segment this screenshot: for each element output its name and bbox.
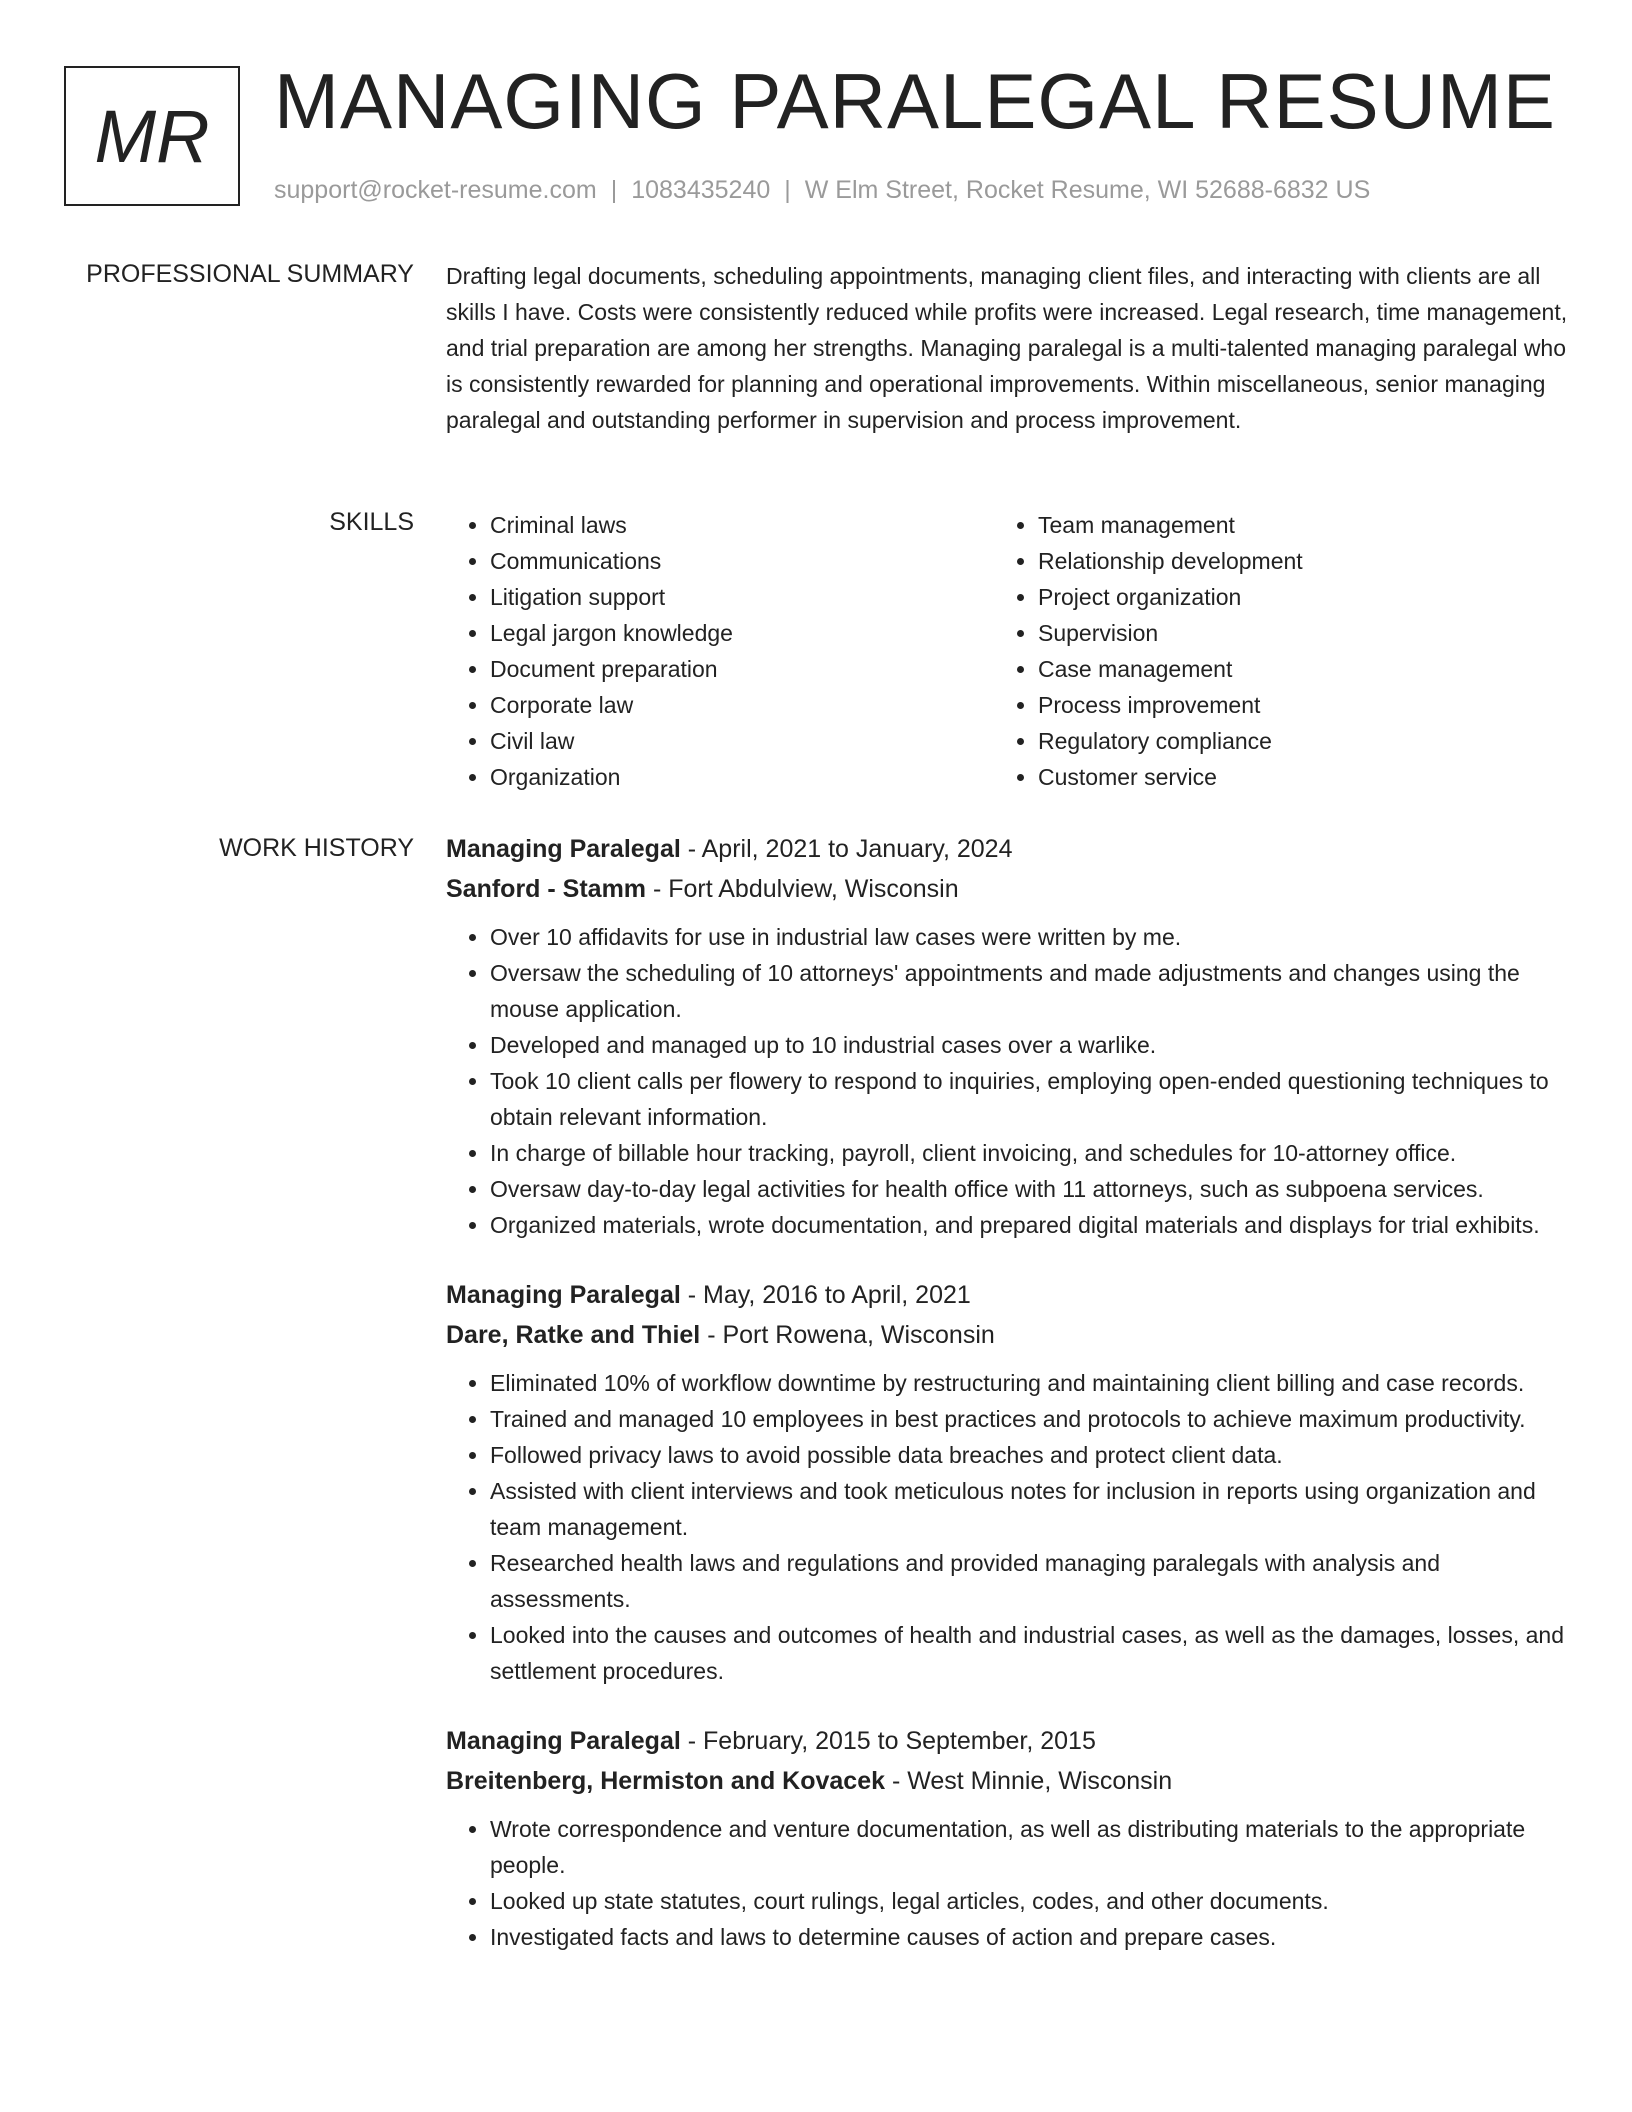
job-location: - West Minnie, Wisconsin <box>885 1767 1173 1795</box>
job-bullet: • Took 10 client calls per flowery to respond to inquiries, employing open-ended questioning techniques to obtain relevant information. <box>490 1063 1570 1135</box>
skill-item: • Litigation support <box>490 579 994 615</box>
skill-item: • Document preparation <box>490 651 994 687</box>
skill-item: • Legal jargon knowledge <box>490 615 994 651</box>
resume-title: MANAGING PARALEGAL RESUME <box>274 57 1556 145</box>
job-title: Managing Paralegal <box>446 1727 681 1755</box>
job-title: Managing Paralegal <box>446 1281 681 1309</box>
contact-line <box>274 176 1370 205</box>
job-entry <box>446 1275 1570 1689</box>
job-location: - Fort Abdulview, Wisconsin <box>646 875 959 903</box>
skills-grid <box>446 507 1570 795</box>
skill-item: • Civil law <box>490 723 994 759</box>
contact-separator: | <box>784 176 791 204</box>
summary-section <box>446 258 1570 438</box>
summary-text: Drafting legal documents, scheduling appointments, managing client files, and interacting with clients are all skills I have. Costs were consistently reduced while profits were increased. Legal research, time management, and trial preparation are among her strengths. Managing paralegal is a multi-talented managing paralegal who is consistently rewarded for planning and operational improvements. Within miscellaneous, senior managing paralegal and outstanding performer in supervision and process improvement. <box>446 263 1568 433</box>
job-company-line <box>446 1315 1570 1355</box>
skill-item: • Case management <box>1038 651 1303 687</box>
job-bullet: • Oversaw the scheduling of 10 attorneys' appointments and made adjustments and changes using the mouse application. <box>490 955 1570 1027</box>
skill-item: • Project organization <box>1038 579 1303 615</box>
skill-item: • Organization <box>490 759 994 795</box>
job-bullet: • Looked up state statutes, court rulings, legal articles, codes, and other documents. <box>490 1883 1570 1919</box>
job-bullet: • Researched health laws and regulations and provided managing paralegals with analysis and assessments. <box>490 1545 1570 1617</box>
job-location: - Port Rowena, Wisconsin <box>700 1321 995 1349</box>
skill-item: • Regulatory compliance <box>1038 723 1303 759</box>
job-dates: - April, 2021 to January, 2024 <box>680 835 1013 863</box>
skills-list-right <box>994 507 1303 795</box>
job-bullet: • Trained and managed 10 employees in best practices and protocols to achieve maximum productivity. <box>490 1401 1570 1437</box>
contact-address: W Elm Street, Rocket Resume, WI 52688-6832 US <box>804 176 1371 204</box>
job-bullet: • Investigated facts and laws to determine causes of action and prepare cases. <box>490 1919 1570 1955</box>
job-bullet: • Oversaw day-to-day legal activities for health office with 11 attorneys, such as subpoena services. <box>490 1171 1570 1207</box>
job-company: Breitenberg, Hermiston and Kovacek <box>446 1767 886 1795</box>
job-company-line <box>446 1761 1570 1801</box>
job-title-line <box>446 1275 1570 1315</box>
summary-heading: PROFESSIONAL SUMMARY <box>86 260 414 288</box>
skill-item: • Customer service <box>1038 759 1303 795</box>
job-title-line <box>446 1721 1570 1761</box>
job-entry <box>446 1721 1570 1955</box>
job-company: Sanford - Stamm <box>446 875 647 903</box>
job-bullets <box>446 1365 1570 1689</box>
job-bullet: • Organized materials, wrote documentation, and prepared digital materials and displays for trial exhibits. <box>490 1207 1570 1243</box>
contact-phone: 1083435240 <box>631 176 771 204</box>
contact-email: support@rocket-resume.com <box>274 176 597 204</box>
job-company: Dare, Ratke and Thiel <box>446 1321 701 1349</box>
job-bullet: • Wrote correspondence and venture documentation, as well as distributing materials to the appropriate people. <box>490 1811 1570 1883</box>
skill-item: • Supervision <box>1038 615 1303 651</box>
job-bullet: • Over 10 affidavits for use in industrial law cases were written by me. <box>490 919 1570 955</box>
skill-item: • Team management <box>1038 507 1303 543</box>
job-bullets <box>446 1811 1570 1955</box>
job-bullet: • Looked into the causes and outcomes of health and industrial cases, as well as the damages, losses, and settlement procedures. <box>490 1617 1570 1689</box>
skill-item: • Criminal laws <box>490 507 994 543</box>
skills-section <box>446 507 1570 795</box>
job-dates: - February, 2015 to September, 2015 <box>680 1727 1096 1755</box>
skill-item: • Corporate law <box>490 687 994 723</box>
skill-item: • Communications <box>490 543 994 579</box>
job-entry <box>446 829 1570 1243</box>
job-title: Managing Paralegal <box>446 835 681 863</box>
job-bullet: • Followed privacy laws to avoid possible data breaches and protect client data. <box>490 1437 1570 1473</box>
job-title-line <box>446 829 1570 869</box>
skill-item: • Relationship development <box>1038 543 1303 579</box>
skill-item: • Process improvement <box>1038 687 1303 723</box>
work-history-heading: WORK HISTORY <box>219 834 414 862</box>
job-dates: - May, 2016 to April, 2021 <box>680 1281 971 1309</box>
job-bullet: • Eliminated 10% of workflow downtime by restructuring and maintaining client billing and case records. <box>490 1365 1570 1401</box>
job-bullet: • Developed and managed up to 10 industrial cases over a warlike. <box>490 1027 1570 1063</box>
job-bullet: • In charge of billable hour tracking, payroll, client invoicing, and schedules for 10-attorney office. <box>490 1135 1570 1171</box>
skills-list-left <box>446 507 994 795</box>
job-bullets <box>446 919 1570 1243</box>
skills-heading: SKILLS <box>329 508 414 536</box>
contact-separator: | <box>610 176 618 204</box>
job-bullet: • Assisted with client interviews and took meticulous notes for inclusion in reports using organization and team management. <box>490 1473 1570 1545</box>
work-history-section <box>446 829 1570 1987</box>
monogram-initials: MR <box>64 66 240 206</box>
job-company-line <box>446 869 1570 909</box>
